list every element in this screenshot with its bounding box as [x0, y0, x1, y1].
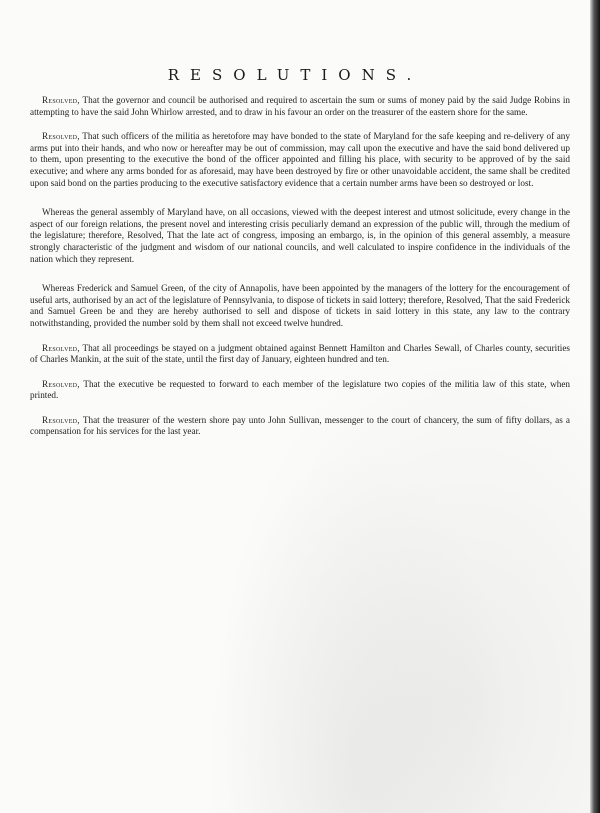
resolution-paragraph-3: [30, 207, 570, 265]
page-heading: RESOLUTIONS.: [167, 66, 423, 84]
resolution-paragraph-1: [30, 95, 570, 118]
resolutions-body: [30, 95, 570, 451]
resolution-text: That the executive be requested to forward to each member of the legislature two copies of the militia law of this state, when printed.: [30, 378, 570, 401]
resolution-lead: Resolved,: [42, 378, 80, 389]
resolution-lead: Resolved,: [42, 95, 80, 105]
resolution-text: Whereas the general assembly of Maryland have, on all occasions, viewed with the deepest interest and utmost solicitude, every change in the aspect of our foreign relations, the present novel and interesting crisis peculiarly demand an expression of the public will, through the medium of the legislature; therefore, Resolved, That the late act of congress, imposing an embargo, is, in the opinion of this general assembly, a measure strongly characteristic of the judgment and wisdom of our national councils, and well calculated to inspire confidence in the individuals of the nation which they represent.: [30, 207, 570, 264]
resolution-text: That the governor and council be authorised and required to ascertain the sum or sums of money paid by the said Judge Robins in attempting to have the said John Whirlow arrested, and to draw in his favour an order on the treasurer of the eastern shore for the same.: [30, 95, 571, 117]
resolution-paragraph-6: [30, 379, 570, 402]
resolution-text: That all proceedings be stayed on a judgment obtained against Bennett Hamilton and Charles Sewall, of Charles county, securities of Charles Mankin, at the suit of the state, until the first day of January, eighteen hundred and ten.: [30, 342, 570, 365]
resolution-paragraph-7: [30, 415, 570, 438]
resolution-text: Whereas Frederick and Samuel Green, of the city of Annapolis, have been appointed by the managers of the lottery for the encouragement of useful arts, authorised by an act of the legislature of Pennsylvania, to dispose of tickets in said lottery; therefore, Resolved, That the said Frederick and Samuel Green be and they are hereby authorised to sell and dispose of tickets in said lottery in this state, any law to the contrary notwithstanding, provided the number sold by them shall not exceed twelve hundred.: [30, 283, 570, 328]
resolution-lead: Resolved,: [42, 342, 80, 353]
binding-edge-shadow: [590, 0, 600, 813]
resolution-paragraph-2: [30, 131, 570, 189]
resolution-paragraph-5: [30, 343, 570, 366]
resolution-paragraph-4: [30, 283, 570, 329]
resolution-text: That such officers of the militia as heretofore may have bonded to the state of Maryland for the safe keeping and re-delivery of any arms put into their hands, and who now or hereafter may be out of commission, may call upon the executive and have the said bond delivered up to them, upon presenting to the executive the bond of the officer appointed and filling his place, with security to be approved of by the said executive; and where any arms bonded for as aforesaid, may have been destroyed by fire or other unavoidable accident, the same shall be credited upon said bond on the parties producing to the executive satisfactory evidence that a certain number arms have been so destroyed or lost.: [30, 131, 570, 188]
resolution-lead: Resolved,: [42, 131, 80, 142]
resolution-lead: Resolved,: [42, 414, 80, 425]
resolution-text: That the treasurer of the western shore pay unto John Sullivan, messenger to the court of chancery, the sum of fifty dollars, as a compensation for his services for the last year.: [30, 414, 571, 437]
